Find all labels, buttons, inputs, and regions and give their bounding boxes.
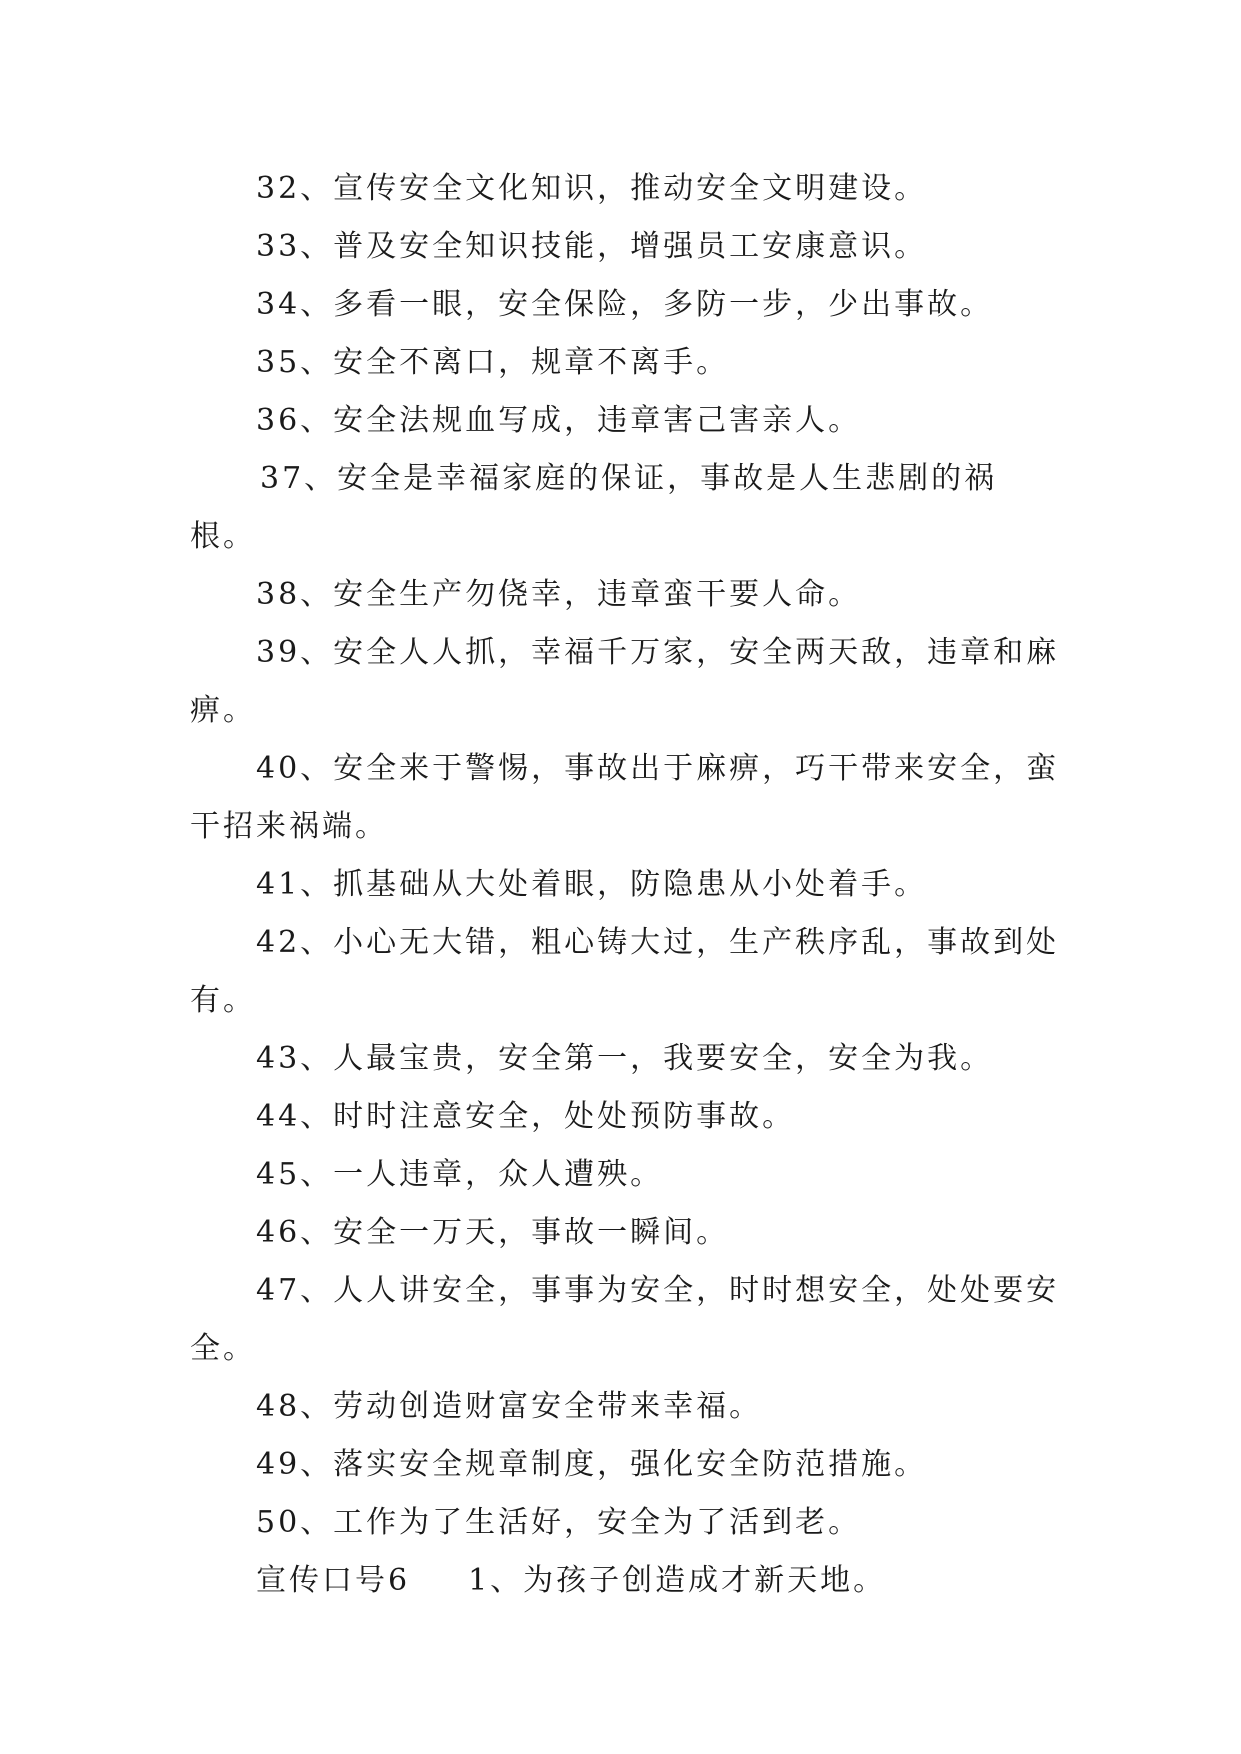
- slogan-item: 42、小心无大错，粗心铸大过，生产秩序乱，事故到处有。: [190, 925, 1060, 1018]
- slogan-item: 40、安全来于警惕，事故出于麻痹，巧干带来安全，蛮干招来祸端。: [190, 751, 1060, 844]
- slogan-item: 36、安全法规血写成，违章害己害亲人。: [256, 403, 862, 438]
- slogan-item: 34、多看一眼，安全保险，多防一步，少出事故。: [256, 287, 994, 322]
- slogan-item: 47、人人讲安全，事事为安全，时时想安全，处处要安全。: [190, 1273, 1060, 1366]
- slogan-item: 46、安全一万天，事故一瞬间。: [256, 1215, 730, 1250]
- section-heading: 宣传口号6: [256, 1563, 411, 1598]
- slogan-item: 48、劳动创造财富安全带来幸福。: [256, 1389, 763, 1424]
- slogan-item: 35、安全不离口，规章不离手。: [256, 345, 730, 380]
- slogan-item: 37、安全是幸福家庭的保证，事故是人生悲剧的祸根。: [190, 461, 998, 554]
- slogan-item: 45、一人违章，众人遭殃。: [256, 1157, 664, 1192]
- slogan-item: 44、时时注意安全，处处预防事故。: [256, 1099, 796, 1134]
- section-first-item: 1、为孩子创造成才新天地。: [468, 1563, 887, 1598]
- slogan-item: 49、落实安全规章制度，强化安全防范措施。: [256, 1447, 928, 1482]
- slogan-item: 33、普及安全知识技能，增强员工安康意识。: [256, 229, 928, 264]
- slogan-item: 43、人最宝贵，安全第一，我要安全，安全为我。: [256, 1041, 994, 1076]
- section-line: [190, 1552, 1060, 1610]
- slogan-item: 32、宣传安全文化知识，推动安全文明建设。: [256, 171, 928, 206]
- slogan-item: 50、工作为了生活好，安全为了活到老。: [256, 1505, 862, 1540]
- slogan-item: 41、抓基础从大处着眼，防隐患从小处着手。: [256, 867, 928, 902]
- document-body: [190, 160, 1060, 1610]
- slogan-item: 39、安全人人抓，幸福千万家，安全两天敌，违章和麻痹。: [190, 635, 1060, 728]
- slogan-item: 38、安全生产勿侥幸，违章蛮干要人命。: [256, 577, 862, 612]
